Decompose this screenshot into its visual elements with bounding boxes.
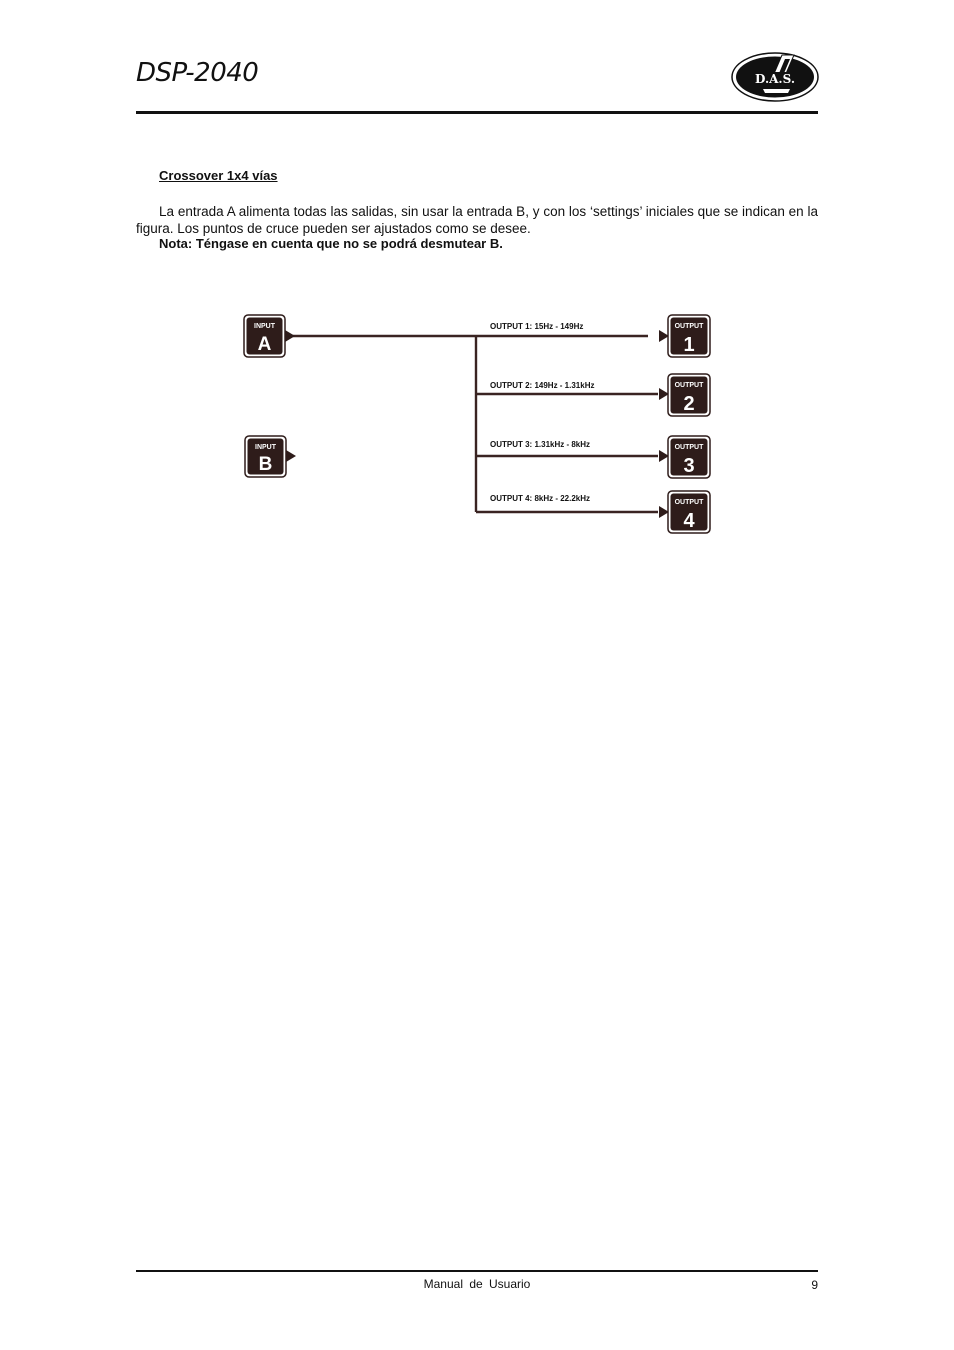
input-b-tag: INPUT [255, 444, 276, 451]
input-a-tag: INPUT [254, 323, 275, 330]
input-b-id: B [258, 454, 273, 475]
input-a-id: A [257, 334, 272, 355]
output-2-label: OUTPUT 2: 149Hz - 1.31kHz [490, 381, 595, 390]
input-b-box [245, 436, 286, 477]
output-3-label: OUTPUT 3: 1.31kHz - 8kHz [490, 440, 591, 449]
output-1-label: OUTPUT 1: 15Hz - 149Hz [490, 322, 584, 331]
output-3-id: 3 [683, 455, 695, 477]
output-4-tag: OUTPUT [674, 499, 704, 506]
footer-rule [136, 1270, 818, 1272]
input-b-arrow [286, 450, 296, 462]
document-title: DSP-2040 [136, 58, 259, 88]
output-1-box [668, 315, 710, 357]
output-2-box [668, 374, 710, 416]
output-1-id: 1 [683, 334, 695, 356]
input-a-arrow [285, 330, 295, 342]
output-4-id: 4 [683, 510, 695, 532]
page-number: 9 [811, 1278, 818, 1292]
output-3-box [668, 436, 710, 478]
output-1-tag: OUTPUT [674, 323, 704, 330]
logo-text: D.A.S. [754, 72, 796, 86]
intro-paragraph: La entrada A alimenta todas las salidas, sin usar la entrada B, y con los ‘settings’ iniciales que se indican en la figura. Los puntos de cruce pueden ser ajustados como se desee. [136, 204, 818, 236]
output-2-tag: OUTPUT [674, 382, 704, 389]
footer-label: Manual de Usuario [423, 1277, 531, 1291]
output-2-id: 2 [683, 393, 695, 415]
input-a-box [244, 315, 285, 357]
output-4-box [668, 491, 710, 533]
note-text: Nota: Téngase en cuenta que no se podrá desmutear B. [159, 236, 503, 251]
output-3-tag: OUTPUT [674, 444, 704, 451]
output-4-label: OUTPUT 4: 8kHz - 22.2kHz [490, 494, 591, 503]
section-heading: Crossover 1x4 vías [159, 168, 278, 183]
